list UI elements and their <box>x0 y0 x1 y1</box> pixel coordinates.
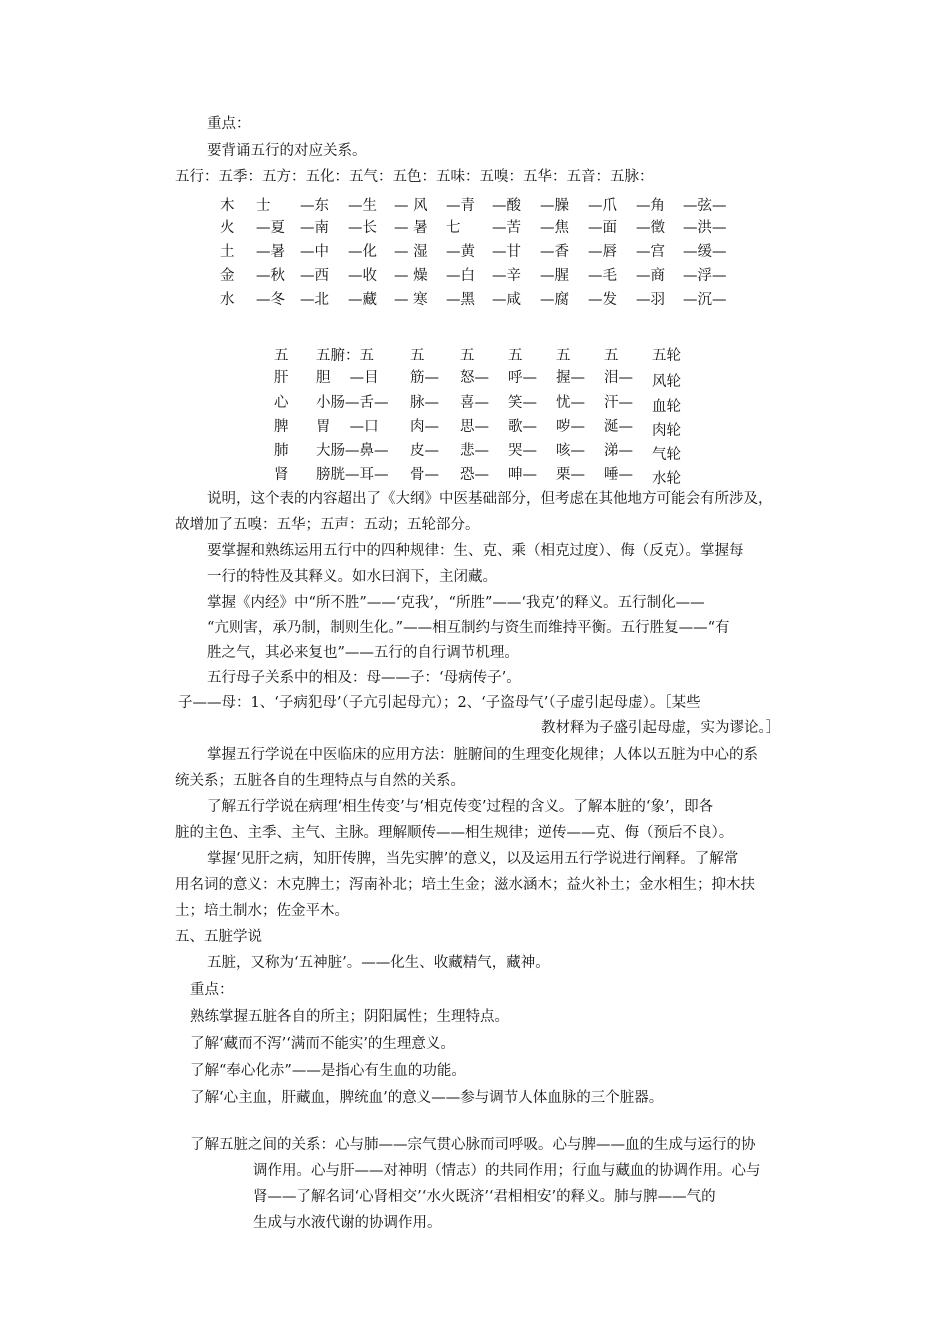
zangfu-cell: 悲— <box>460 443 489 459</box>
wuxing-cell: —长 <box>348 220 377 236</box>
wuxing-cell: —宫 <box>636 244 665 260</box>
relation-line-2: 调作用。心与肝——对神明（情志）的共同作用；行血与藏血的协调作用。心与 <box>253 1163 761 1179</box>
wuxing-cell: 木 <box>220 198 235 214</box>
relation-line-4: 生成与水液代谢的协调作用。 <box>253 1215 442 1231</box>
wuxing-cell: —咸 <box>492 292 521 308</box>
wuxing-cell: —南 <box>300 220 329 236</box>
zangfu-cell: 呼— <box>508 370 537 386</box>
wuxing-cell: —黄 <box>446 244 475 260</box>
wuxing-cell: —腐 <box>540 292 569 308</box>
wuxing-cell: —收 <box>348 268 377 284</box>
rules-line-1: 要掌握和熟练运用五行中的四种规律：生、克、乘（相克过度）、侮（反克）。掌握每 <box>207 543 744 559</box>
wuxing-cell: —化 <box>348 244 377 260</box>
wuxing-cell: —甘 <box>492 244 521 260</box>
zangfu-cell: 哕— <box>556 419 585 435</box>
neijing-line-2: “亢则害，承乃制，制则生化。”——相互制约与资生而维持平衡。五行胜复——“有 <box>207 620 730 636</box>
clinic-line-1: 掌握五行学说在中医临床的应用方法：脏腑间的生理变化规律；人体以五脏为中心的系 <box>207 747 758 763</box>
wuxing-header: 五行：五季：五方：五化：五气：五色：五味：五嗅：五华：五音：五脉： <box>175 169 654 185</box>
zangfu-cell: 呻— <box>508 467 537 483</box>
relation-line-1: 了解五脏之间的关系：心与肺——宗气贯心脉而司呼吸。心与脾——血的生成与运行的协 <box>190 1137 756 1153</box>
zangfu-cell: 小肠—舌— <box>316 395 389 411</box>
wuxing-cell: —中 <box>300 244 329 260</box>
liver-line-2: 用名词的意义：木克脾土；泻南补北；培土生金；滋水涵木；益火补土；金水相生；抑木扶 <box>175 877 755 893</box>
wuxing-cell: — 寒 <box>394 292 428 308</box>
wuxing-cell: —毛 <box>588 268 617 284</box>
understand-line-3: 了解‘心主血，肝藏血，脾统血’的意义——参与调节人体血脉的三个脏器。 <box>190 1090 664 1106</box>
wuxing-cell: 土 <box>220 244 235 260</box>
zangfu-cell: 膀胱—耳— <box>316 467 389 483</box>
liver-line-1: 掌握‘见肝之病，知肝传脾，当先实脾’的意义，以及运用五行学说进行阐释。了解常 <box>207 851 739 867</box>
zangfu-cell: 筋— <box>410 370 439 386</box>
zangfu-cell: 涎— <box>604 419 633 435</box>
section-heading: 五、五脏学说 <box>175 929 262 945</box>
pathology-line-2: 脏的主色、主季、主气、主脉。理解顺传——相生规律；逆传——克、侮（预后不良）。 <box>175 825 734 841</box>
zangfu-cell: 脉— <box>410 395 439 411</box>
zangfu-cell: 骨— <box>410 467 439 483</box>
wuxing-cell: —西 <box>300 268 329 284</box>
wuxing-cell: —商 <box>636 268 665 284</box>
wuxing-cell: —弦— <box>683 198 727 214</box>
neijing-line-1: 掌握《内经》中“所不胜”——‘克我’，“所胜”——‘我克’的释义。五行制化—— <box>207 595 705 611</box>
zangfu-cell: 笑— <box>508 395 537 411</box>
zangfu-cell: 肝 <box>274 370 289 386</box>
zangfu-cell: 肺 <box>274 443 289 459</box>
zangfu-cell: 水轮 <box>652 471 681 487</box>
wuxing-cell: —青 <box>446 198 475 214</box>
zangfu-cell: 恐— <box>460 467 489 483</box>
wuxing-cell: —黑 <box>446 292 475 308</box>
zangfu-cell: 握— <box>556 370 585 386</box>
zhongdian-label: 重点： <box>207 116 251 132</box>
wuxing-cell: — 燥 <box>394 268 428 284</box>
wuxing-cell: 七 <box>446 220 461 236</box>
wuzang-def: 五脏，又称为‘五神脏’。——化生、收藏精气，藏神。 <box>207 955 550 971</box>
neijing-line-3: 胜之气，其必来复也”——五行的自行调节机理。 <box>207 645 519 661</box>
wuxing-cell: 火 <box>220 220 235 236</box>
zangfu-cell: 五 <box>508 348 523 364</box>
zangfu-cell: 肉— <box>410 419 439 435</box>
wuxing-cell: —徵 <box>636 220 665 236</box>
zangfu-cell: 哭— <box>508 443 537 459</box>
wuxing-cell: —缓— <box>683 244 727 260</box>
zangfu-cell: 涕— <box>604 443 633 459</box>
note-line-2: 故增加了五嗅：五华；五声：五动；五轮部分。 <box>175 517 480 533</box>
wuxing-cell: —面 <box>588 220 617 236</box>
zimu-line-2: 教材释为子盛引起母虚，实为谬论。］ <box>541 720 781 736</box>
relation-line-3: 肾——了解名词‘心肾相交’‘水火既济’‘君相相安’的释义。肺与脾——气的 <box>253 1189 716 1205</box>
zangfu-cell: 心 <box>274 395 289 411</box>
wuxing-cell: 水 <box>220 292 235 308</box>
wuxing-cell: —辛 <box>492 268 521 284</box>
zangfu-cell: 喜— <box>460 395 489 411</box>
zangfu-cell: 胆 —目 <box>316 370 379 386</box>
master-line: 熟练掌握五脏各自的所主；阴阳属性；生理特点。 <box>190 1009 509 1025</box>
wuxing-cell: —洪— <box>683 220 727 236</box>
zangfu-cell: 肾 <box>274 467 289 483</box>
wuxing-cell: —沉— <box>683 292 727 308</box>
zangfu-cell: 唾— <box>604 467 633 483</box>
wuxing-cell: —暑 <box>256 244 285 260</box>
zangfu-cell: 五 <box>274 348 289 364</box>
memorize-line: 要背诵五行的对应关系。 <box>207 143 367 159</box>
wuxing-cell: —发 <box>588 292 617 308</box>
note-line-1: 说明，这个表的内容超出了《大纲》中医基础部分，但考虑在其他地方可能会有所涉及， <box>207 491 773 507</box>
wuxing-cell: —冬 <box>256 292 285 308</box>
zangfu-cell: 五 <box>410 348 425 364</box>
zangfu-cell: 思— <box>460 419 489 435</box>
wuxing-cell: —苦 <box>492 220 521 236</box>
zangfu-cell: 栗— <box>556 467 585 483</box>
zangfu-cell: 血轮 <box>652 399 681 415</box>
rules-line-2: 一行的特性及其释义。如水曰润下，主闭藏。 <box>207 569 497 585</box>
zhongdian-label-2: 重点： <box>190 982 234 998</box>
zangfu-cell: 五 <box>604 348 619 364</box>
understand-line-2: 了解“奉心化赤”——是指心有生血的功能。 <box>190 1063 466 1079</box>
wuxing-cell: —腥 <box>540 268 569 284</box>
wuxing-cell: —夏 <box>256 220 285 236</box>
wuxing-cell: —羽 <box>636 292 665 308</box>
wuxing-cell: 金 <box>220 268 235 284</box>
wuxing-cell: —秋 <box>256 268 285 284</box>
zangfu-cell: 忧— <box>556 395 585 411</box>
zangfu-cell: 咳— <box>556 443 585 459</box>
wuxing-cell: —臊 <box>540 198 569 214</box>
zangfu-cell: 脾 <box>274 419 289 435</box>
zangfu-cell: 五 <box>460 348 475 364</box>
zangfu-cell: 肉轮 <box>652 423 681 439</box>
muzi-line: 五行母子关系中的相及：母——子：‘母病传子’。 <box>207 670 521 686</box>
wuxing-cell: —唇 <box>588 244 617 260</box>
zangfu-cell: 气轮 <box>652 447 681 463</box>
wuxing-cell: —焦 <box>540 220 569 236</box>
zimu-line-1: 子——母：1、‘子病犯母’（子亢引起母亢）；2、‘子盗母气’（子虚引起母虚）。［某些 <box>178 695 701 711</box>
zangfu-cell: 怒— <box>460 370 489 386</box>
zangfu-cell: 五 <box>556 348 571 364</box>
zangfu-cell: 汗— <box>604 395 633 411</box>
wuxing-cell: — 暑 <box>394 220 428 236</box>
zangfu-cell: 泪— <box>604 370 633 386</box>
zangfu-cell: 胃 —口 <box>316 419 379 435</box>
liver-line-3: 土；培土制水；佐金平木。 <box>175 903 349 919</box>
wuxing-cell: —浮— <box>683 268 727 284</box>
wuxing-cell: 士 <box>256 198 271 214</box>
wuxing-cell: —爪 <box>588 198 617 214</box>
zangfu-cell: 五腑：五 <box>316 348 374 364</box>
zangfu-cell: 风轮 <box>652 374 681 390</box>
wuxing-cell: — 风 <box>394 198 428 214</box>
wuxing-cell: —白 <box>446 268 475 284</box>
wuxing-cell: —酸 <box>492 198 521 214</box>
wuxing-cell: —香 <box>540 244 569 260</box>
wuxing-cell: —生 <box>348 198 377 214</box>
clinic-line-2: 统关系；五脏各自的生理特点与自然的关系。 <box>175 773 465 789</box>
zangfu-cell: 皮— <box>410 443 439 459</box>
wuxing-cell: —角 <box>636 198 665 214</box>
zangfu-cell: 大肠—鼻— <box>316 443 389 459</box>
wuxing-cell: — 湿 <box>394 244 428 260</box>
wuxing-cell: —藏 <box>348 292 377 308</box>
pathology-line-1: 了解五行学说在病理‘相生传变’与‘相克传变’过程的含义。了解本脏的‘象’，即各 <box>207 799 714 815</box>
understand-line-1: 了解‘藏而不泻’‘满而不能实’的生理意义。 <box>190 1036 455 1052</box>
wuxing-cell: —东 <box>300 198 329 214</box>
zangfu-cell: 歌— <box>508 419 537 435</box>
wuxing-cell: —北 <box>300 292 329 308</box>
zangfu-cell: 五轮 <box>652 348 681 364</box>
